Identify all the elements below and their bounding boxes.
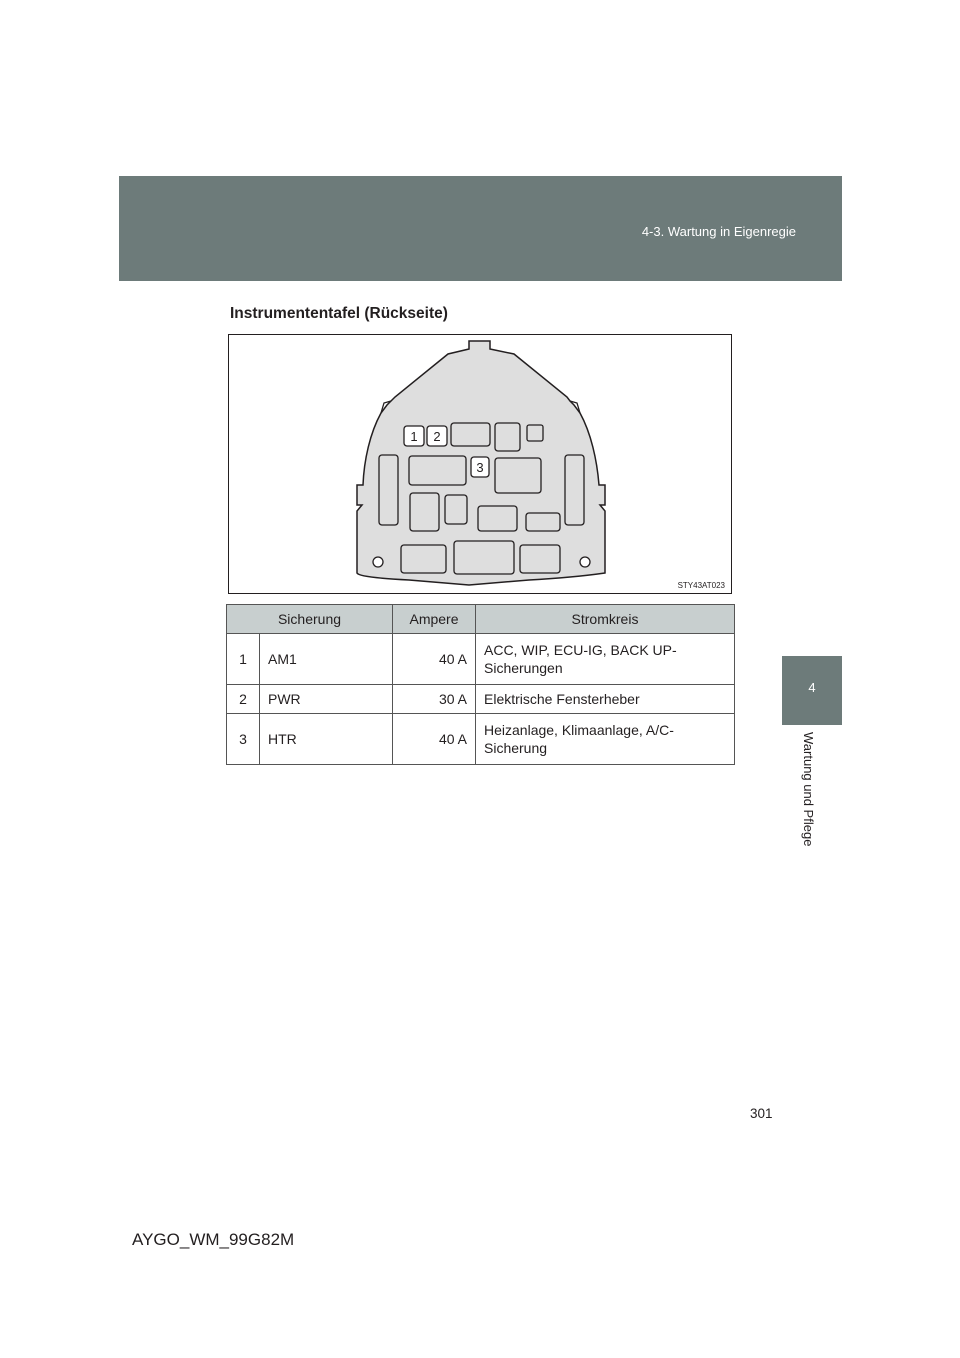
fuse-ampere: 30 A <box>393 685 476 714</box>
right-side-slot <box>565 455 584 525</box>
document-id: AYGO_WM_99G82M <box>132 1230 295 1249</box>
figure-code: STY43AT023 <box>677 581 725 590</box>
mount-hole-left <box>373 557 383 567</box>
header-sicherung: Sicherung <box>227 605 393 634</box>
chapter-number: 4 <box>808 680 816 695</box>
relay-low-b <box>445 495 467 524</box>
fuse-ampere: 40 A <box>393 714 476 765</box>
table-row <box>227 685 735 714</box>
relay-top-a <box>451 423 490 446</box>
fuse-name: HTR <box>260 714 393 765</box>
fuse-circuit: Elektrische Fensterheber <box>476 685 735 714</box>
fuse-table <box>226 604 735 765</box>
table-header-row <box>227 605 735 634</box>
connector-c <box>520 545 560 573</box>
relay-top-b <box>495 423 520 451</box>
chapter-label: Wartung und Pflege <box>801 732 816 847</box>
fuse-no: 3 <box>227 714 260 765</box>
fuse-name: AM1 <box>260 634 393 685</box>
fuse-box-figure <box>228 334 732 594</box>
table-row <box>227 634 735 685</box>
header-band <box>119 176 842 281</box>
header-section-title: 4-3. Wartung in Eigenregie <box>641 224 796 239</box>
relay-top-c <box>527 425 543 441</box>
relay-low-d <box>526 513 560 531</box>
callout-3: 3 <box>476 460 484 475</box>
fuse-name: PWR <box>260 685 393 714</box>
mount-hole-right <box>580 557 590 567</box>
left-side-slot <box>379 455 398 525</box>
connector-a <box>401 545 446 573</box>
page-number: 301 <box>750 1106 773 1121</box>
fuse-circuit: Heizanlage, Klimaanlage, A/C-Sicherung <box>476 714 735 765</box>
connector-b <box>454 541 514 574</box>
relay-mid-b <box>495 458 541 493</box>
relay-low-c <box>478 506 517 531</box>
callout-2: 2 <box>433 429 441 444</box>
fuse-no: 1 <box>227 634 260 685</box>
section-title: Instrumententafel (Rückseite) <box>230 305 448 322</box>
fuse-ampere: 40 A <box>393 634 476 685</box>
header-stromkreis: Stromkreis <box>476 605 735 634</box>
chapter-tab <box>782 656 842 725</box>
fuse-no: 2 <box>227 685 260 714</box>
callout-1: 1 <box>410 429 418 444</box>
header-ampere: Ampere <box>393 605 476 634</box>
relay-mid-a <box>409 456 466 485</box>
fuse-circuit: ACC, WIP, ECU-IG, BACK UP-Sicherungen <box>476 634 735 685</box>
relay-low-a <box>410 493 439 531</box>
table-row <box>227 714 735 765</box>
fuse-box-diagram <box>229 335 731 593</box>
